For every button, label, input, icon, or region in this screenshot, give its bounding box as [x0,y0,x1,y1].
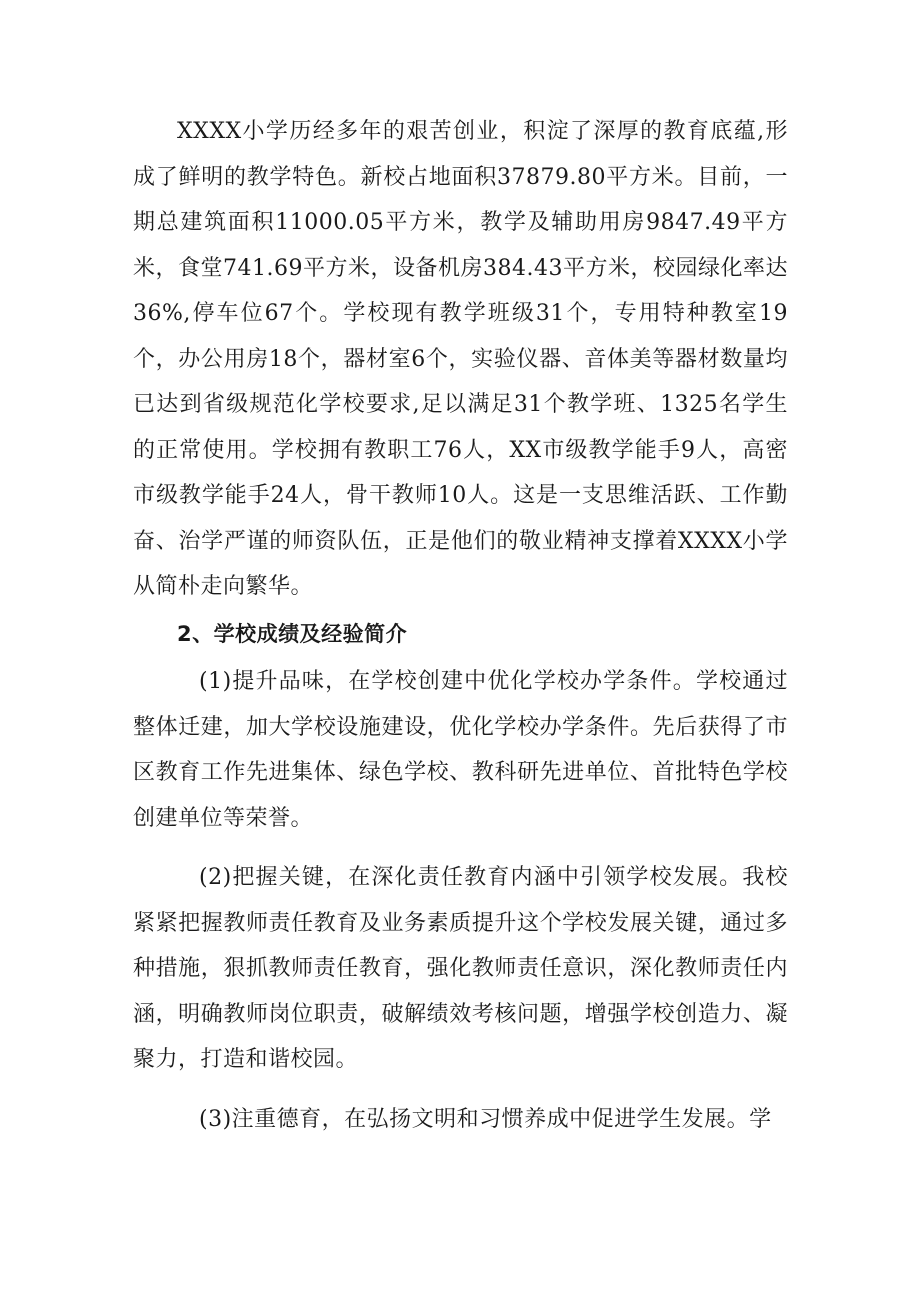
paragraph-gap [133,841,788,855]
paragraph-gap [133,1083,788,1097]
section-heading: 2、学校成绩及经验简介 [177,621,408,646]
item-paragraph-3: (3)注重德育，在弘扬文明和习惯养成中促进学生发展。学 [199,1106,772,1132]
item-paragraph-2: (2)把握关键，在深化责任教育内涵中引领学校发展。我校紧紧把握教师责任教育及业务素质提升这个学校发展关键，通过多种措施，狠抓教师责任教育，强化教师责任意识，深化教师责任内涵，明确教师岗位职责，破解绩效考核问题，增强学校创造力、凝聚力，打造和谐校园。 [133,865,788,1072]
item-paragraph-1: (1)提升品味，在学校创建中优化学校办学条件。学校通过整体迁建，加大学校设施建设，优化学校办学条件。先后获得了市区教育工作先进集体、绿色学校、教科研先进单位、首批特色学校创建单位等荣誉。 [133,669,788,831]
document-body [133,109,788,1142]
intro-paragraph: XXXX小学历经多年的艰苦创业，积淀了深厚的教育底蕴,形成了鲜明的教学特色。新校占地面积37879.80平方米。目前，一期总建筑面积11000.05平方米，教学及辅助用房9847.49平方米，食堂741.69平方米，设备机房384.43平方米，校园绿化率达36%,停车位67个。学校现有教学班级31个，专用特种教室19个，办公用房18个，器材室6个，实验仪器、音体美等器材数量均已达到省级规范化学校要求,足以满足31个教学班、1325名学生的正常使用。学校拥有教职工76人，XX市级教学能手9人，高密市级教学能手24人，骨干教师10人。这是一支思维活跃、工作勤奋、治学严谨的师资队伍，正是他们的敬业精神支撑着XXXX小学从简朴走向繁华。 [133,119,788,599]
